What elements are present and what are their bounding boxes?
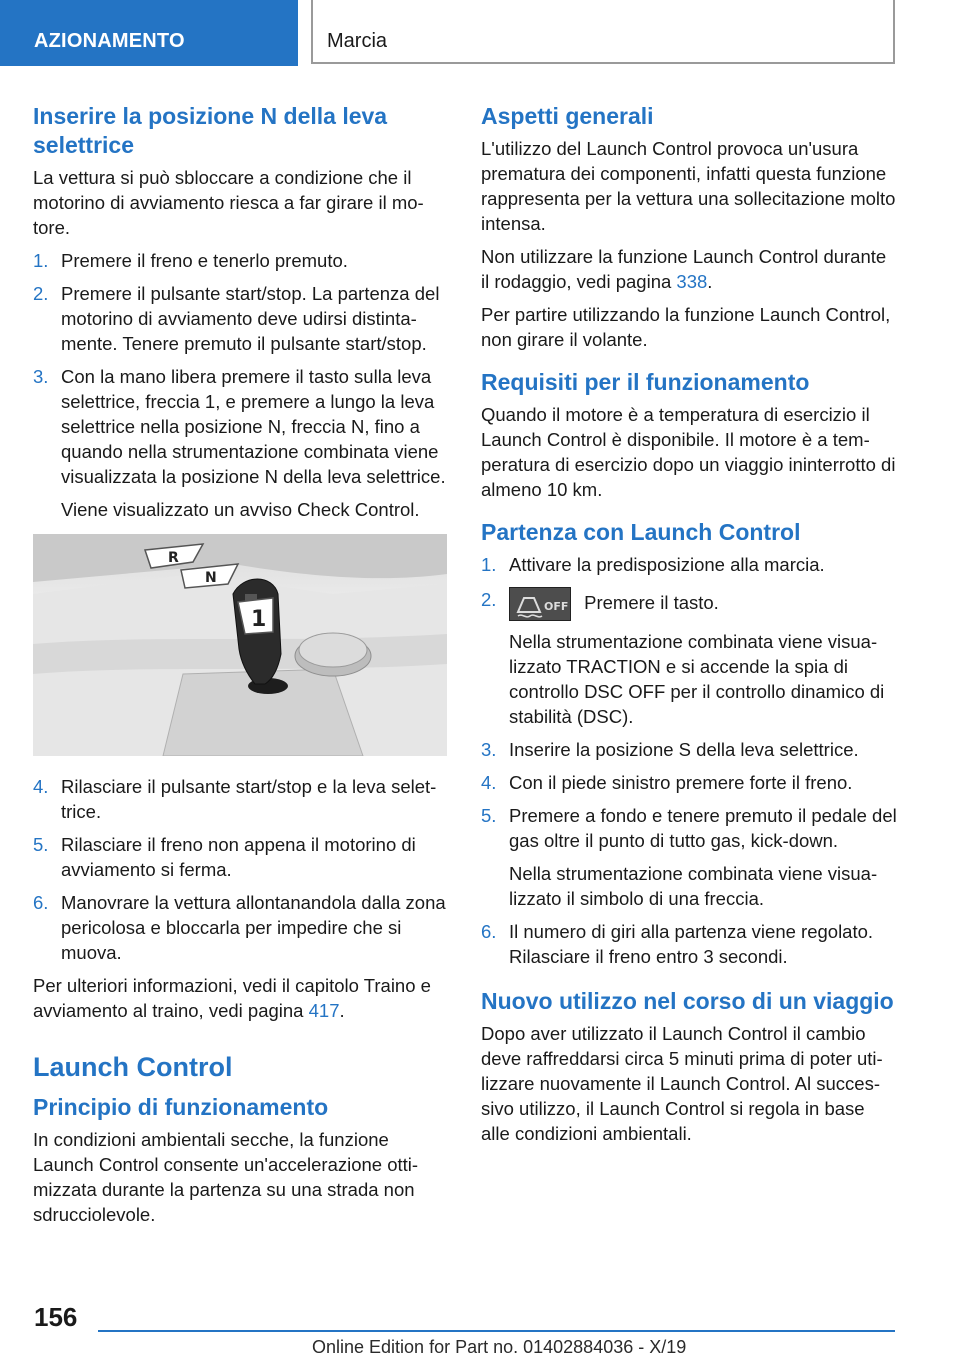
- heading-requirements: Requisiti per il funzionamento: [481, 369, 810, 395]
- more-info-end: .: [339, 1000, 345, 1021]
- paragraph-reuse: Dopo aver utilizzato il Launch Control il cambio deve raffreddarsi circa 5 minuti prima di poter utilizzare nuovamente il Launch Control. Al successivo utilizzo, il Launch Control si regola in base alle condizioni ambientali.: [481, 1023, 883, 1144]
- step-note-text: Viene visualizzato un avviso Check Control.: [61, 499, 420, 520]
- list-item: [481, 587, 897, 621]
- footer-edition: Online Edition for Part no. 01402884036 - X/19: [312, 1337, 687, 1357]
- heading-launch-start: Partenza con Launch Control: [481, 519, 801, 545]
- list-item: [33, 774, 447, 824]
- paragraph-principle: In condizioni ambientali secche, la funzione Launch Control consente un'accelerazione ottimizzata durante la partenza su una strada non sdrucciolevole.: [33, 1129, 419, 1225]
- more-info-text: Per ulteriori informazioni, vedi il capitolo Traino e avviamento al traino, vedi pagina: [33, 975, 431, 1021]
- general-2-text: Non utilizzare la funzione Launch Control durante il rodaggio, vedi pagina: [481, 246, 887, 292]
- list-item: [33, 281, 447, 356]
- heading-general: Aspetti generali: [481, 103, 654, 129]
- paragraph-general-3: Per partire utilizzando la funzione Launch Control, non girare il volante.: [481, 304, 891, 350]
- page-link-417[interactable]: 417: [308, 1000, 340, 1021]
- step-note-text: Nella strumentazione combinata viene visualizzato il simbolo di una freccia.: [509, 863, 878, 909]
- page-number: 156: [34, 1302, 78, 1332]
- figure-label-n: N: [205, 570, 217, 586]
- list-item: [481, 919, 897, 969]
- step-text: Rilasciare il freno non appena il motorino di avviamento si ferma.: [61, 834, 416, 880]
- dsc-off-button-icon: [509, 587, 571, 621]
- page-link-338[interactable]: 338: [676, 271, 708, 292]
- list-item: [481, 770, 897, 795]
- step-number: 5.: [33, 834, 49, 855]
- paragraph-general-1: L'utilizzo del Launch Control provoca un'usura prematura dei componenti, infatti questa funzione rappresenta per la vettura una sollecitazione molto intensa.: [481, 138, 896, 234]
- list-item: [481, 552, 897, 577]
- paragraph-requirements: Quando il motore è a temperatura di esercizio il Launch Control è disponibile. Il motore è a temperatura di esercizio dopo un viaggio ininterrotto di almeno 10 km.: [481, 404, 896, 500]
- heading-launch-control: Launch Control: [33, 1052, 233, 1082]
- paragraph-more-info: [33, 973, 447, 1023]
- step-number: 4.: [481, 772, 497, 793]
- step-number: 6.: [33, 892, 49, 913]
- step-number: 3.: [481, 739, 497, 760]
- footer-divider: [98, 1330, 895, 1332]
- left-column: [33, 102, 447, 1235]
- heading-neutral-position: Inserire la posizione N della leva selettrice: [33, 103, 388, 158]
- list-item: [33, 890, 447, 965]
- step-text: Premere il tasto.: [584, 591, 719, 613]
- step-text: Con la mano libera premere il tasto sulla leva selettrice, freccia 1, e premere a lungo la leva selettrice nella posizione N, freccia N, fino a quando nella strumentazione combinata viene visualizzata la posizione N della leva selettrice.: [61, 366, 446, 487]
- paragraph-neutral-intro: La vettura si può sbloccare a condizione che il motorino di avviamento riesca a far girare il motore.: [33, 167, 424, 238]
- dsc-off-label: OFF: [544, 600, 569, 613]
- figure-label-r: R: [168, 550, 179, 566]
- step-text: Premere a fondo e tenere premuto il pedale del gas oltre il punto di tutto gas, kick-down.: [509, 805, 897, 851]
- list-item: [33, 364, 447, 489]
- heading-principle: Principio di funzionamento: [33, 1094, 329, 1120]
- step-text: Rilasciare il pulsante start/stop e la leva selettrice.: [61, 776, 437, 822]
- paragraph-general-2: [481, 244, 897, 294]
- general-2-end: .: [707, 271, 713, 292]
- step-number: 5.: [481, 805, 497, 826]
- figure-label-1: 1: [251, 607, 267, 632]
- list-item: [33, 832, 447, 882]
- step-text: Con il piede sinistro premere forte il freno.: [509, 772, 853, 793]
- heading-reuse: Nuovo utilizzo nel corso di un viaggio: [481, 988, 894, 1014]
- step-number: 6.: [481, 921, 497, 942]
- gear-selector-drawing: [33, 534, 447, 756]
- step-number: 2.: [481, 589, 497, 610]
- step-number: 3.: [33, 366, 49, 387]
- right-column: [481, 102, 897, 1154]
- step-note: [481, 861, 897, 911]
- step-text: Inserire la posizione S della leva selettrice.: [509, 739, 859, 760]
- step-text: Attivare la predisposizione alla marcia.: [509, 554, 825, 575]
- step-number: 2.: [33, 283, 49, 304]
- step-note: [33, 497, 447, 522]
- chapter-title: Marcia: [311, 0, 895, 64]
- list-item: [481, 737, 897, 762]
- list-item: [481, 803, 897, 853]
- step-note-text: Nella strumentazione combinata viene visualizzato TRACTION e si accende la spia di controllo DSC OFF per il controllo dinamico di stabilità (DSC).: [509, 631, 885, 727]
- list-item: [33, 248, 447, 273]
- gear-selector-illustration: [33, 534, 447, 756]
- step-number: 1.: [33, 250, 49, 271]
- step-text: Manovrare la vettura allontanandola dalla zona pericolosa e bloccarla per impedire che si muova.: [61, 892, 446, 963]
- step-text: Il numero di giri alla partenza viene regolato. Rilasciare il freno entro 3 secondi.: [509, 921, 874, 967]
- step-number: 4.: [33, 776, 49, 797]
- section-tab: AZIONAMENTO: [0, 0, 298, 66]
- step-text: Premere il pulsante start/stop. La partenza del motorino di avviamento deve udirsi distintamente. Tenere premuto il pulsante start/stop.: [61, 283, 440, 354]
- step-number: 1.: [481, 554, 497, 575]
- step-note: [481, 629, 897, 729]
- step-text: Premere il freno e tenerlo premuto.: [61, 250, 348, 271]
